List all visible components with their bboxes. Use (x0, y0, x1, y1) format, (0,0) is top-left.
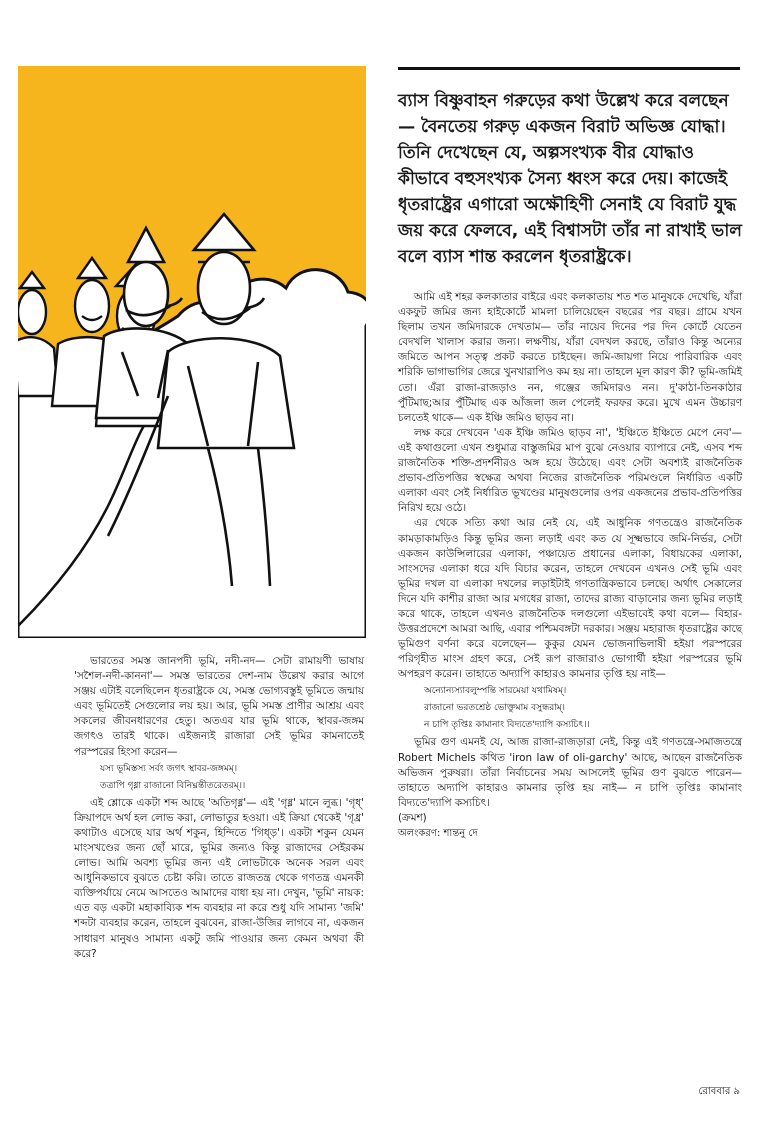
paragraph: ভূমির গুণ এমনই যে, আজ রাজা-রাজড়ারা নেই, কিন্তু এই গণতন্ত্রে-সমাজতন্ত্রে Robert Michels কথিত 'iron law of oli-garchy' আছে, আছেন রাজনৈতিক অভিজন পুরুষরা। তাঁরা নির্বাচনের সময় আসলেই ভূমির গুণ বুঝতে পারেন— তাহাতে অদ্যাপি কাহারও কামনার তৃপ্তি হয় নাই— ন চাপি তৃপ্তিঃ কামানাং বিদ্যতে'দ্যাপি কস্যচিৎ। (398, 736, 742, 809)
paragraph: লক্ষ করে দেখবেন 'এক ইঞ্চি জমিও ছাড়ব না', 'ইঞ্চিতে ইঞ্চিতে মেপে নেব'— এই কথাগুলো এখন শুধুমাত্র বাস্তুজমির মাপ বুঝে নেওয়ার ব্যাপারে নেই, এসব শব্দ রাজনৈতিক শক্তি-প্রদর্শনীরও অঙ্গ হয়ে উঠেছে। এবং সেটা অবশ্যই রাজনৈতিক প্রভাব-প্রতিপত্তির স্বক্ষেত্র অথবা নিজের রাজনৈতিক পরিমণ্ডলে নির্ধারিত একটি এলাকা এবং সেই নির্ধারিত ভূখণ্ডের মানুষগুলোর ওপর একজনের প্রভাব-প্রতিপত্তির নিরিখ হয়ে ওঠে। (398, 426, 742, 515)
paragraph: এই শ্লোকে একটা শব্দ আছে 'অতিগৃধ্ন'— এই 'গৃধ্ন' মানে লুব্ধ। 'গৃধ্' ক্রিয়াপদে অর্থ হল লোভ করা, লোভাতুর হওয়া। এই ক্রিয়া থেকেই 'গৃধ্র' কথাটাও এসেছে যার অর্থ শকুন, হিন্দিতে 'গিধ্‌ড়'। একটা শকুন যেমন মাংসখণ্ডের জন্য ছোঁ মারে, ভূমির জন্যও কিন্তু রাজাদের সেইরকম লোভ। আমি অবশ্য ভূমির জন্য এই লোভটাকে অনেক সরল এবং আধুনিকভাবে বুঝতে চেষ্টা করি। তাতে রাজতন্ত্র থেকে গণতন্ত্র এমনকী ব্যক্তিপর্যায়ে নেমে আসতেও আমাদের বাধা হয় না। দেখুন, 'ভূমি' নায়ক: এত বড় একটা মহাকাব্যিক শব্দ ব্যবহার না করে শুধু যদি সামান্য 'জমি' শব্দটা ব্যবহার করেন, তাহলে বুঝবেন, রাজা-উজির লাগবে না, একজন সাধারণ মানুষও সামান্য একটু জমি পাওয়ার জন্য কেমন অথবা কী করে? (74, 796, 364, 960)
sanskrit-verse: যস্য ভূমিস্তস্য সর্বং জগৎ স্থাবর-জঙ্গমম্। (100, 763, 238, 774)
warriors-illustration (18, 66, 366, 638)
sanskrit-verse: তত্রাপি গৃধ্না রাজানো বিনিঘ্নন্তীতরেতরম্।। (100, 780, 246, 791)
left-column (74, 654, 364, 962)
sanskrit-verse: রাজানো ভরতশ্রেষ্ঠ ভোক্তুমাম বসুন্ধরাম্। (424, 703, 566, 714)
sanskrit-verse: অন্যোন্যস্যাবলুম্পন্তি সারমেয়া যথামিষম্। (424, 686, 567, 697)
sanskrit-verse: ন চাপি তৃপ্তিঃ কামানাং বিদ্যতে'দ্যাপি কস্যচিৎ।। (424, 720, 590, 731)
pull-quote: ব্যাস বিষ্ণুবাহন গরুড়ের কথা উল্লেখ করে বলছেন— বৈনতেয় গরুড় একজন বিরাট অভিজ্ঞ যোদ্ধা। তিনি দেখেছেন যে, অল্পসংখ্যক বীর যোদ্ধাও কীভাবে বহুসংখ্যক সৈন্য ধ্বংস করে দেয়। কাজেই ধৃতরাষ্ট্রের এগারো অক্ষৌহিণী সেনাই যে বিরাট যুদ্ধ জয় করে ফেলবে, এই বিশ্বাসটা তাঁর না রাখাই ভাল বলে ব্যাস শান্ত করলেন ধৃতরাষ্ট্রকে। (398, 91, 742, 267)
continued-mark: (ক্রমশ) (398, 811, 427, 824)
top-rule (398, 67, 740, 70)
paragraph: ভারতের সমস্ত জানপদী ভূমি, নদী-নদ— সেটা রামায়ণী ভাষায় 'সশৈল-নদী-কাননা'— সমস্ত ভারতের দেশ-নাম উল্লেখ করার আগে সঞ্জয় এটাই বলেছিলেন ধৃতরাষ্ট্রকে যে, সমস্ত ভোগ্যবস্তুই ভূমিতে জন্মায় এবং ভূমিতেই সেগুলোর লয় হয়। আর, ভূমি সমস্ত প্রাণীর আশ্রয় এবং সকলের জীবনধারণের হেতু। অতএব যার ভূমি থাকে, স্থাবর-জঙ্গম জগৎও তারই থাকে। এইজন্যই রাজারা সেই ভূমির কামনাতেই পরস্পরের হিংসা করেন— (74, 655, 364, 758)
right-column (398, 290, 742, 841)
paragraph: এর থেকে সত্যি কথা আর নেই যে, এই আধুনিক গণতন্ত্রেও রাজনৈতিক কামড়াকামড়িও কিন্তু ভূমির জন্য লড়াই এবং কত যে সূক্ষ্মভাবে জমি-নির্ভর, সেটা একজন কাউন্সিলারের এলাকা, পঞ্চায়েত প্রধানের এলাকা, বিধায়কের এলাকা, সাংসদের এলাকা ধরে যদি বিচার করেন, তাহলে দেখবেন এখনও সেই ভূমি এবং ভূমির দখল বা এলাকা দখলের লড়াইটাই গণতান্ত্রিকভাবে চলছে। অর্থাৎ সেকালের দিনে যদি কাশীর রাজা আর মগধের রাজা, তাদের রাজ্য বাড়ানোর জন্য ভূমির লড়াই করে থাকে, তাহলে এখনও রাজনৈতিক দলগুলো এইভাবেই কথা বলে— বিহার-উত্তরপ্রদেশে আমরা আছি, এবার পশ্চিমবঙ্গটা দরকার। সঞ্জয় মহারাজ ধৃতরাষ্ট্রের কাছে ভূমিগুণ বর্ণনা করে বলেছেন— কুকুর যেমন ভোজনাভিলাষী হইয়া পরস্পরের পরিগৃহীত মাংস গ্রহণ করে, সেই রূপ রাজারাও ভোগার্থী হইয়া পরস্পরের ভূমি অপহরণ করেন। তাহাতে অদ্যাপি কাহারও কামনার তৃপ্তি হয় নাই— (398, 517, 742, 681)
illustration-credit: অলংকরণ: শান্তনু দে (398, 828, 478, 839)
page-folio: রোববার ৯ (698, 1086, 740, 1097)
paragraph: আমি এই শহর কলকাতার বাইরে এবং কলকাতায় শত শত মানুষকে দেখেছি, যাঁরা একফুট জমির জন্য হাইকোর্টে মামলা চালিয়েছেন বছরের পর বছর। গ্রামে যখন ছিলাম তখন জমিদারকে দেখতাম— তাঁর নায়েব দিনের পর দিন কোর্টে যেতেন বেদখলি খালাস করার জন্য। লক্ষণীয়, যাঁরা বেদখল করছে, তাঁরাও কিন্তু অন্যের জমিতে আপন সত্ত্ব প্রকট করতে চাইছেন। জমি-জায়গা নিয়ে পারিবারিক এবং শরিকি ভাগাভাগির জেরে খুনখারাপিও কম হয় না। তাহলে মূল কারণ কী? ভূমি-জমিই তো। এঁরা রাজা-রাজড়াও নন, গঞ্জের জমিদারও নন। দু'কাঠা-তিনকাঠার পুঁটিমাছ;আর পুঁটিমাছ এক আঁজলা জল পেলেই ফরফর করে। মুখে এমন উচ্চারণ চলতেই থাকে— এক ইঞ্চি জমিও ছাড়ব না। (398, 291, 742, 424)
